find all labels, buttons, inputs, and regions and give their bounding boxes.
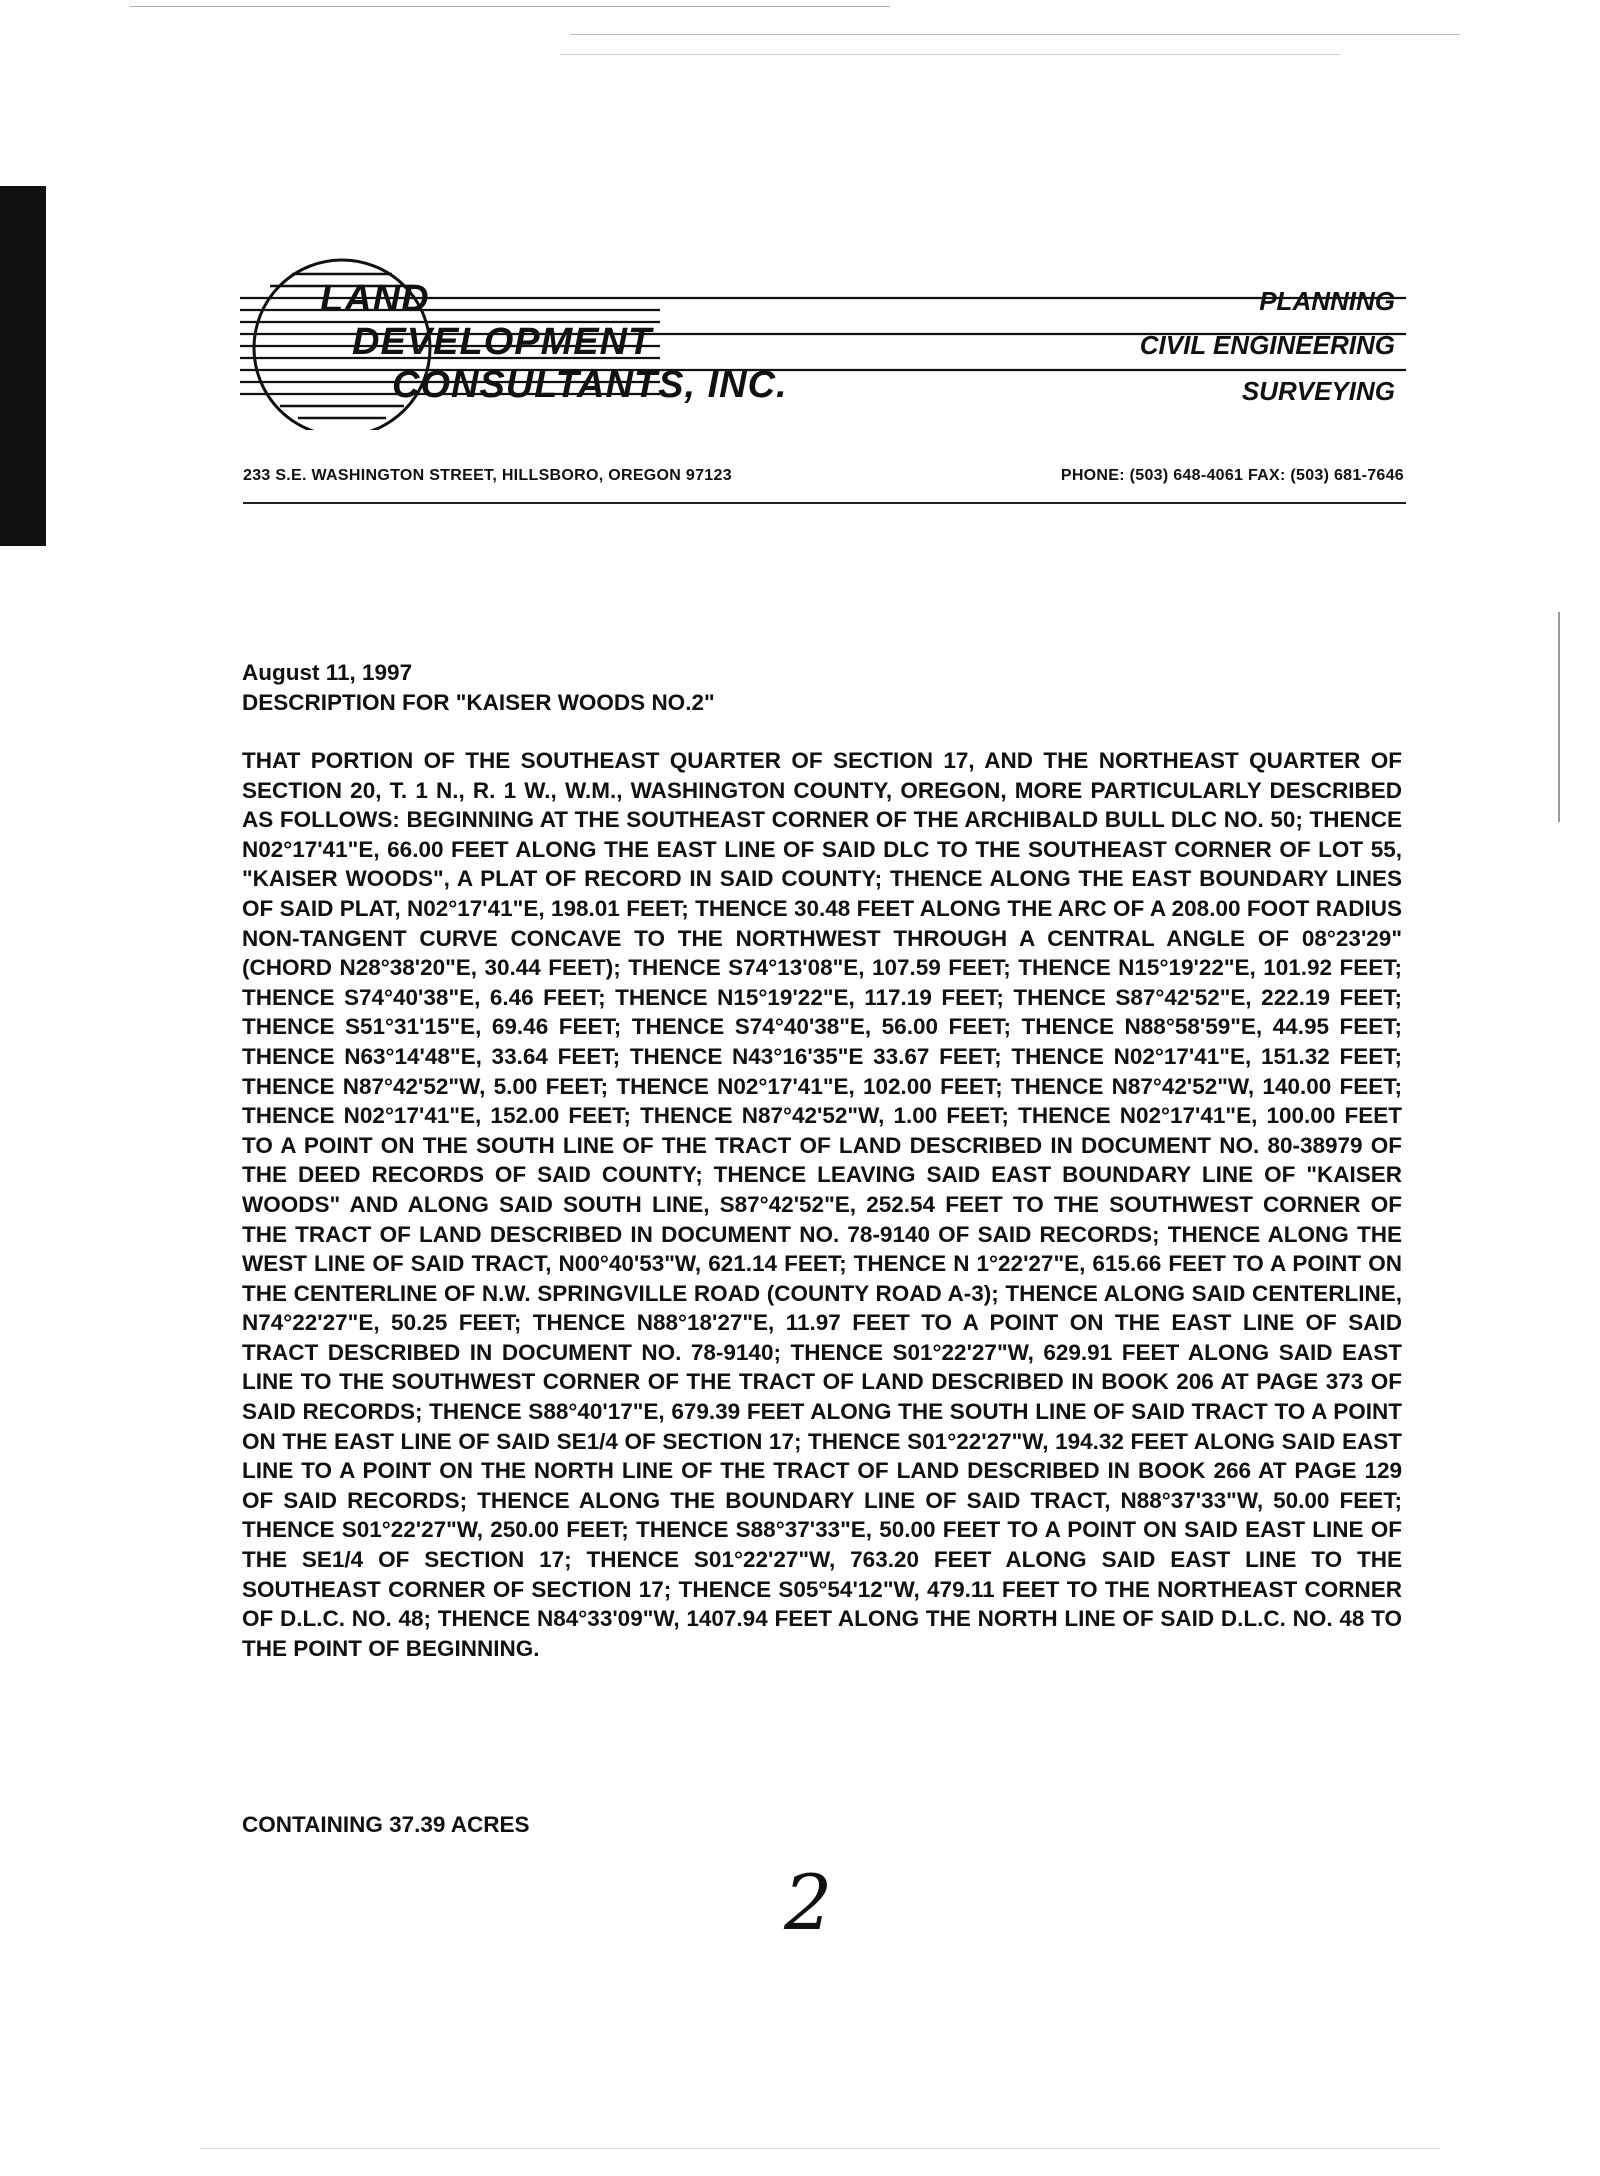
scan-artifact-top <box>130 6 890 7</box>
service-civil-engineering: CIVIL ENGINEERING <box>1139 330 1395 360</box>
page-number: 2 <box>784 1858 833 1947</box>
acreage-statement: CONTAINING 37.39 ACRES <box>242 1812 530 1837</box>
scan-edge-bar <box>0 186 46 546</box>
legal-description: THAT PORTION OF THE SOUTHEAST QUARTER OF SECTION 17, AND THE NORTHEAST QUARTER OF SECTION 20, T. 1 N., R. 1 W., W.M., WASHINGTON COUNTY, OREGON, MORE PARTICULARLY DESCRIBED AS FOLLOWS: BEGINNING AT THE SOUTHEAST CORNER OF THE ARCHIBALD BULL DLC NO. 50; THENCE N02°17'41"E, 66.00 FEET ALONG THE EAST LINE OF SAID DLC TO THE SOUTHEAST CORNER OF LOT 55, "KAISER WOODS", A PLAT OF RECORD IN SAID COUNTY; THENCE ALONG THE EAST BOUNDARY LINES OF SAID PLAT, N02°17'41"E, 198.01 FEET; THENCE 30.48 FEET ALONG THE ARC OF A 208.00 FOOT RADIUS NON-TANGENT CURVE CONCAVE TO THE NORTHWEST THROUGH A CENTRAL ANGLE OF 08°23'29" (CHORD N28°38'20"E, 30.44 FEET); THENCE S74°13'08"E, 107.59 FEET; THENCE N15°19'22"E, 101.92 FEET; THENCE S74°40'38"E, 6.46 FEET; THENCE N15°19'22"E, 117.19 FEET; THENCE S87°42'52"E, 222.19 FEET; THENCE S51°31'15"E, 69.46 FEET; THENCE S74°40'38"E, 56.00 FEET; THENCE N88°58'59"E, 44.95 FEET; THENCE N63°14'48"E, 33.64 FEET; THENCE N43°16'35"E 33.67 FEET; THENCE N02°17'41"E, 151.32 FEET; THENCE N87°42'52"W, 5.00 FEET; THENCE N02°17'41"E, 102.00 FEET; THENCE N87°42'52"W, 140.00 FEET; THENCE N02°17'41"E, 152.00 FEET; THENCE N87°42'52"W, 1.00 FEET; THENCE N02°17'41"E, 100.00 FEET TO A POINT ON THE SOUTH LINE OF THE TRACT OF LAND DESCRIBED IN DOCUMENT NO. 80-38979 OF THE DEED RECORDS OF SAID COUNTY; THENCE LEAVING SAID EAST BOUNDARY LINE OF "KAISER WOODS" AND ALONG SAID SOUTH LINE, S87°42'52"E, 252.54 FEET TO THE SOUTHWEST CORNER OF THE TRACT OF LAND DESCRIBED IN DOCUMENT NO. 78-9140 OF SAID RECORDS; THENCE ALONG THE WEST LINE OF SAID TRACT, N00°40'53"W, 621.14 FEET; THENCE N 1°22'27"E, 615.66 FEET TO A POINT ON THE CENTERLINE OF N.W. SPRINGVILLE ROAD (COUNTY ROAD A-3); THENCE ALONG SAID CENTERLINE, N74°22'27"E, 50.25 FEET; THENCE N88°18'27"E, 11.97 FEET TO A POINT ON THE EAST LINE OF SAID TRACT DESCRIBED IN DOCUMENT NO. 78-9140; THENCE S01°22'27"W, 629.91 FEET ALONG SAID EAST LINE TO THE SOUTHWEST CORNER OF THE TRACT OF LAND DESCRIBED IN BOOK 206 AT PAGE 373 OF SAID RECORDS; THENCE S88°40'17"E, 679.39 FEET ALONG THE SOUTH LINE OF SAID TRACT TO A POINT ON THE EAST LINE OF SAID SE1/4 OF SECTION 17; THENCE S01°22'27"W, 194.32 FEET ALONG SAID EAST LINE TO A POINT ON THE NORTH LINE OF THE TRACT OF LAND DESCRIBED IN BOOK 266 AT PAGE 129 OF SAID RECORDS; THENCE ALONG THE BOUNDARY LINE OF SAID TRACT, N88°37'33"W, 50.00 FEET; THENCE S01°22'27"W, 250.00 FEET; THENCE S88°37'33"E, 50.00 FEET TO A POINT ON SAID EAST LINE OF THE SE1/4 OF SECTION 17; THENCE S01°22'27"W, 763.20 FEET ALONG SAID EAST LINE TO THE SOUTHEAST CORNER OF SECTION 17; THENCE S05°54'12"W, 479.11 FEET TO THE NORTHEAST CORNER OF D.L.C. NO. 48; THENCE N84°33'09"W, 1407.94 FEET ALONG THE NORTH LINE OF SAID D.L.C. NO. 48 TO THE POINT OF BEGINNING. <box>242 748 1402 1661</box>
company-name-line2: DEVELOPMENT <box>352 321 653 363</box>
scan-artifact-bottom <box>200 2148 1440 2149</box>
document-title: DESCRIPTION FOR "KAISER WOODS NO.2" <box>242 690 715 715</box>
scan-edge-mark <box>1558 612 1560 822</box>
scan-artifact-top-right-2 <box>560 54 1340 55</box>
company-address: 233 S.E. WASHINGTON STREET, HILLSBORO, OREGON 97123 <box>243 467 732 484</box>
company-name-line1: LAND <box>320 278 430 320</box>
service-surveying: SURVEYING <box>1241 376 1395 406</box>
service-planning: PLANNING <box>1259 286 1395 316</box>
company-name-line3: CONSULTANTS, INC. <box>392 364 788 406</box>
scan-artifact-top-right <box>570 34 1460 35</box>
document-date: August 11, 1997 <box>242 660 413 685</box>
company-contact: PHONE: (503) 648-4061 FAX: (503) 681-7646 <box>1060 467 1404 484</box>
letterhead-divider <box>243 502 1406 504</box>
